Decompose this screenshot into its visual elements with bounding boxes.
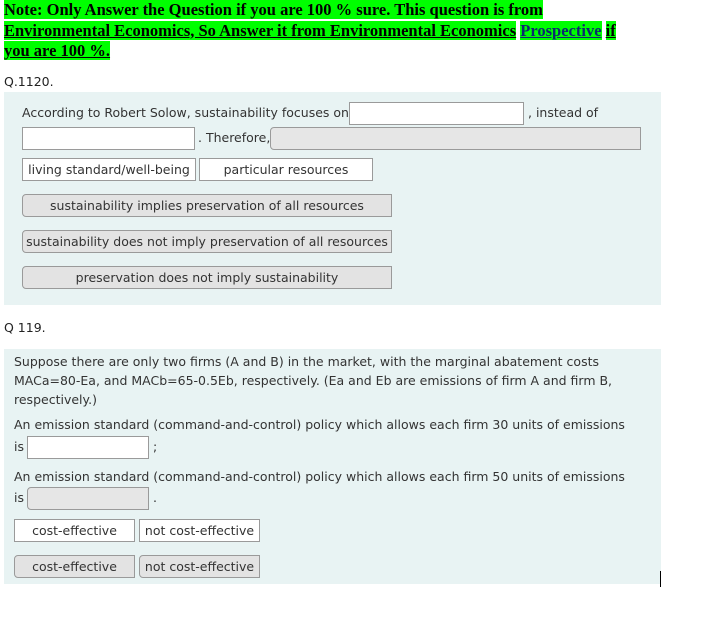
q2-blank-standard-30[interactable] bbox=[27, 436, 149, 459]
q1-text-c: . Therefore, bbox=[198, 130, 271, 145]
q1-blank-2[interactable] bbox=[22, 127, 195, 150]
q2-intro-line-3: respectively.) bbox=[14, 392, 97, 407]
note-text-2: Environmental Economics, So Answer it from Environmental Economics bbox=[4, 20, 517, 40]
q2-standard-30-is: is bbox=[14, 439, 24, 454]
text-cursor bbox=[660, 571, 661, 587]
note-text-1: Note: Only Answer the Question if you are 100 % sure. This question is from bbox=[4, 0, 543, 19]
q2-option-not-cost-effective-1[interactable]: not cost-effective bbox=[139, 519, 260, 542]
q2-intro-line-1: Suppose there are only two firms (A and B) in the market, with the marginal abatement costs bbox=[14, 354, 600, 369]
q2-option-not-cost-effective-2[interactable]: not cost-effective bbox=[139, 555, 260, 578]
q2-standard-50-text: An emission standard (command-and-control) policy which allows each firm 50 units of emissions bbox=[14, 469, 625, 484]
question-label-119: Q 119. bbox=[4, 320, 46, 335]
note-link-prospective: Prospective bbox=[520, 20, 602, 40]
q2-option-cost-effective-1[interactable]: cost-effective bbox=[14, 519, 135, 542]
note-text-4: you are 100 %. bbox=[4, 41, 111, 60]
q1-choice-not-imply-preservation[interactable]: sustainability does not imply preservation of all resources bbox=[22, 230, 392, 253]
question-label-1120: Q.1120. bbox=[4, 74, 54, 89]
q1-choice-preservation-not-imply[interactable]: preservation does not imply sustainability bbox=[22, 266, 392, 289]
q2-standard-50-end: . bbox=[153, 490, 157, 505]
q1-option-living-standard[interactable]: living standard/well-being bbox=[22, 158, 196, 181]
note-text-3: if bbox=[605, 20, 616, 40]
question-panel-119 bbox=[4, 349, 661, 584]
q1-choice-implies-preservation[interactable]: sustainability implies preservation of all resources bbox=[22, 194, 392, 217]
question-panel-1120 bbox=[4, 92, 661, 305]
q1-option-particular-resources[interactable]: particular resources bbox=[199, 158, 373, 181]
q2-intro-line-2: MACa=80-Ea, and MACb=65-0.5Eb, respectively. (Ea and Eb are emissions of firm A and firm B, bbox=[14, 373, 613, 388]
q2-standard-30-text: An emission standard (command-and-control) policy which allows each firm 30 units of emissions bbox=[14, 417, 625, 432]
q1-text-a: According to Robert Solow, sustainability focuses on bbox=[22, 105, 349, 120]
q2-intro bbox=[14, 352, 612, 409]
q2-standard-50-is: is bbox=[14, 490, 24, 505]
q2-standard-30-end: ; bbox=[153, 439, 158, 454]
q1-blank-3[interactable] bbox=[270, 127, 641, 150]
q2-option-cost-effective-2[interactable]: cost-effective bbox=[14, 555, 135, 578]
q1-text-b: , instead of bbox=[528, 105, 599, 120]
q1-blank-1[interactable] bbox=[349, 102, 524, 125]
q2-blank-standard-50[interactable] bbox=[27, 487, 149, 510]
note-banner bbox=[4, 0, 636, 62]
